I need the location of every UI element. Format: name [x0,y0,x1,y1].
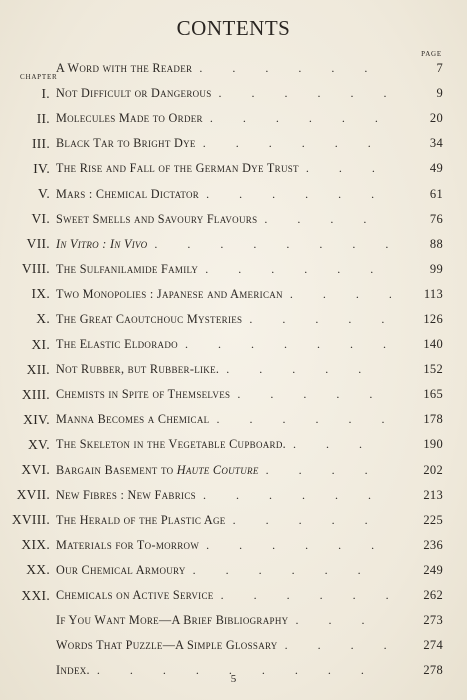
page-reference: 165 [423,387,443,402]
contents-entry [0,257,467,282]
contents-entry [0,357,467,382]
page-reference: 152 [423,362,443,377]
leader-dots [213,412,391,427]
chapter-title-text: In Vitro : In Vivo [56,236,148,251]
chapter-number: VII. [26,236,50,252]
chapter-title-text: Our Chemical Armoury [56,562,186,577]
chapter-title-text: Bargain Basement to [56,462,174,477]
leader-dots [292,613,391,628]
page-reference: 76 [429,211,443,226]
chapter-title-text: The Sulfanilamide Family [56,261,199,276]
leader-dots [202,262,391,277]
leader-dots [196,61,391,76]
contents-list [0,56,467,683]
leader-dots [223,362,391,377]
chapter-title-text: Materials for To-morrow [56,537,200,552]
chapter-title-text: Sweet Smells and Savoury Flavours [56,211,258,226]
chapter-title [56,262,198,277]
chapter-title [56,111,203,126]
chapter-number: V. [38,186,50,202]
chapter-number: IV. [33,160,50,176]
leader-dots [207,111,391,126]
contents-entry [0,56,467,81]
chapter-number: I. [41,85,50,101]
chapter-title-text: Black Tar to Bright Dye [56,136,196,151]
chapter-title-text: The Elastic Eldorado [56,337,178,352]
contents-entry [0,508,467,533]
contents-entry [0,181,467,206]
chapter-title [56,61,192,76]
contents-entry [0,282,467,307]
chapter-number: XVII. [16,487,50,503]
chapter-number: XXI. [21,587,50,603]
leader-dots [218,588,391,603]
chapter-number: XIX. [21,537,50,553]
chapter-number: XI. [31,336,50,352]
chapter-title [56,136,196,151]
chapter-title [56,563,186,578]
page-reference: 249 [423,562,443,577]
chapter-title-text: Words That Puzzle—A Simple Glossary [56,638,278,653]
page-reference: 274 [423,638,443,653]
page-reference: 225 [423,512,443,527]
contents-entry [0,81,467,106]
page-reference: 7 [436,61,443,76]
chapter-title [56,613,288,628]
leader-dots [190,563,391,578]
page-reference: 88 [429,236,443,251]
chapter-title [56,312,242,327]
page-title: CONTENTS [176,16,291,40]
leader-dots [200,488,391,503]
chapter-title [56,212,257,227]
chapter-title [56,387,230,402]
contents-entry [0,106,467,131]
chapter-number: XIV. [23,411,50,427]
chapter-title [56,337,178,352]
contents-entry [0,633,467,658]
chapter-number: II. [36,110,50,126]
chapter-title [56,86,212,101]
chapter-title-text: Two Monopolies : Japanese and American [56,286,283,301]
page-column-label: PAGE [421,50,442,58]
page-reference: 34 [429,136,443,151]
chapter-title-text: The Great Caoutchouc Mysteries [56,311,243,326]
chapter-title-text: Molecules Made to Order [56,111,203,126]
page-reference: 126 [423,311,443,326]
page-reference: 140 [423,337,443,352]
chapter-title-text: Not Rubber, but Rubber-like. [56,362,220,377]
contents-entry [0,156,467,181]
page-reference: 202 [423,462,443,477]
leader-dots [203,538,391,553]
chapter-number: IX. [31,286,50,302]
chapter-title-text: The Rise and Fall of the German Dye Trust [56,161,299,176]
contents-entry [0,608,467,633]
chapter-title [56,437,286,452]
page-reference: 262 [423,588,443,603]
page-reference: 61 [429,186,443,201]
chapter-number: XIII. [21,386,50,402]
leader-dots [182,337,391,352]
page-reference: 236 [423,537,443,552]
chapter-title [56,187,199,202]
chapter-title-text: New Fibres : New Fabrics [56,487,196,502]
chapter-title [56,362,219,377]
contents-entry [0,583,467,608]
leader-dots [290,437,391,452]
chapter-title [56,488,196,503]
contents-entry [0,307,467,332]
leader-dots [230,513,391,528]
chapter-title-text: Chemicals on Active Service [56,588,214,603]
contents-entry [0,207,467,232]
chapter-title-text: Not Difficult or Dangerous [56,86,212,101]
contents-entry [0,483,467,508]
contents-entry [0,131,467,156]
page-reference: 178 [423,412,443,427]
contents-entry [0,407,467,432]
page-reference: 20 [429,111,443,126]
leader-dots [303,161,391,176]
chapter-title [56,237,147,252]
chapter-number: XVI. [21,462,50,478]
page-reference: 190 [423,437,443,452]
chapter-title-text: If You Want More—A Brief Bibliography [56,613,289,628]
page-reference: 49 [429,161,443,176]
chapter-column-label: CHAPTER [20,73,58,81]
chapter-number: XII. [26,361,50,377]
page-reference: 9 [436,86,443,101]
leader-dots [261,212,391,227]
leader-dots [200,136,391,151]
chapter-title [56,538,199,553]
chapter-number: VI. [31,211,50,227]
chapter-title [56,638,278,653]
leader-dots [234,387,391,402]
chapter-title-text: The Skeleton in the Vegetable Cupboard. [56,437,287,452]
chapter-title-text: Index. [56,663,90,678]
contents-entry [0,558,467,583]
leader-dots [246,312,391,327]
chapter-number: XV. [27,436,50,452]
chapter-number: XVIII. [11,512,50,528]
chapter-title-text: Manna Becomes a Chemical [56,412,210,427]
chapter-number: X. [36,311,50,327]
chapter-title [56,588,214,603]
contents-entry [0,458,467,483]
contents-entry [0,382,467,407]
chapter-title-text: A Word with the Reader [56,61,193,76]
contents-entry [0,332,467,357]
leader-dots [263,463,391,478]
chapter-title-italic: Haute Couture [176,462,259,477]
page-number: 5 [230,673,237,685]
page-reference: 213 [423,487,443,502]
leader-dots [216,86,391,101]
page-reference: 113 [423,286,443,301]
chapter-title [56,161,299,176]
chapter-title [56,463,259,478]
contents-entry [0,533,467,558]
leader-dots [287,287,391,302]
chapter-number: III. [31,135,50,151]
chapter-number: XX. [26,562,50,578]
leader-dots [203,187,391,202]
leader-dots [151,237,391,252]
leader-dots [282,638,391,653]
page-reference: 278 [423,663,443,678]
chapter-title-text: The Herald of the Plastic Age [56,512,226,527]
chapter-title [56,412,209,427]
contents-entry [0,432,467,457]
chapter-number: VIII. [21,261,50,277]
page-reference: 99 [429,261,443,276]
chapter-title [56,287,283,302]
chapter-title-text: Mars : Chemical Dictator [56,186,200,201]
chapter-title-text: Chemists in Spite of Themselves [56,387,231,402]
contents-entry [0,232,467,257]
page-reference: 273 [423,613,443,628]
chapter-title [56,513,226,528]
